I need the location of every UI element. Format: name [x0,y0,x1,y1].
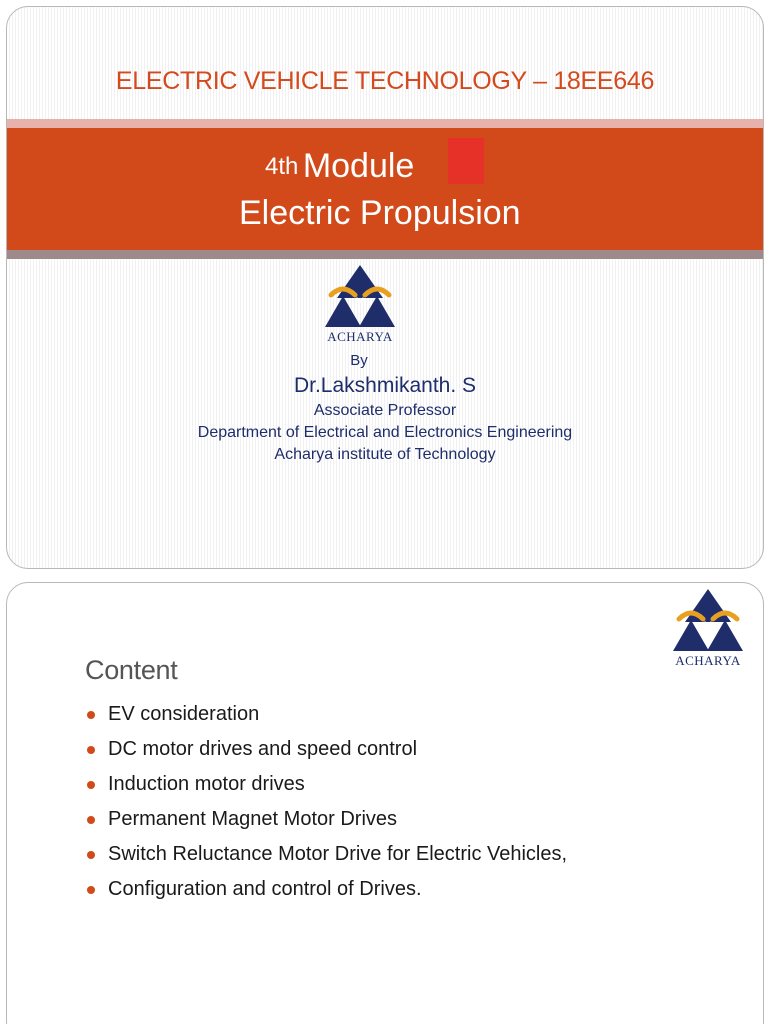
bullet-item: Switch Reluctance Motor Drive for Electric Vehicles, [85,842,567,877]
title-slide [6,6,764,569]
content-heading: Content [85,655,178,685]
bullet-dot-icon [87,851,95,859]
course-title: ELECTRIC VEHICLE TECHNOLOGY – 18EE646 [115,67,655,95]
red-square-shape [448,138,484,184]
acharya-logo-icon [319,265,401,331]
bullet-dot-icon [87,711,95,719]
acharya-logo-icon [667,589,749,655]
author-name: Dr.Lakshmikanth. S [293,374,477,397]
by-label: By [350,352,368,369]
content-slide [6,582,764,1024]
bullet-item: Configuration and control of Drives. [85,877,567,912]
author-designation: Associate Professor [313,402,457,419]
bullet-dot-icon [87,816,95,824]
module-word: Module [302,147,415,185]
acharya-logo [319,265,401,345]
acharya-logo [667,589,749,669]
bullet-item: Induction motor drives [85,772,567,807]
bullet-item: EV consideration [85,702,567,737]
content-bullet-list [85,702,567,912]
bullet-dot-icon [87,886,95,894]
bullet-item: DC motor drives and speed control [85,737,567,772]
module-number: 4th [265,153,299,180]
bullet-item: Permanent Magnet Motor Drives [85,807,567,842]
logo-text: ACHARYA [327,329,393,344]
author-institute: Acharya institute of Technology [274,446,496,463]
logo-text: ACHARYA [675,653,741,668]
grey-divider-band [7,250,763,259]
bullet-dot-icon [87,746,95,754]
slide-subtitle: Electric Propulsion [239,194,521,232]
author-department: Department of Electrical and Electronics Engineering [197,424,573,441]
module-title [265,147,414,186]
bullet-dot-icon [87,781,95,789]
pink-divider-band [7,119,763,128]
